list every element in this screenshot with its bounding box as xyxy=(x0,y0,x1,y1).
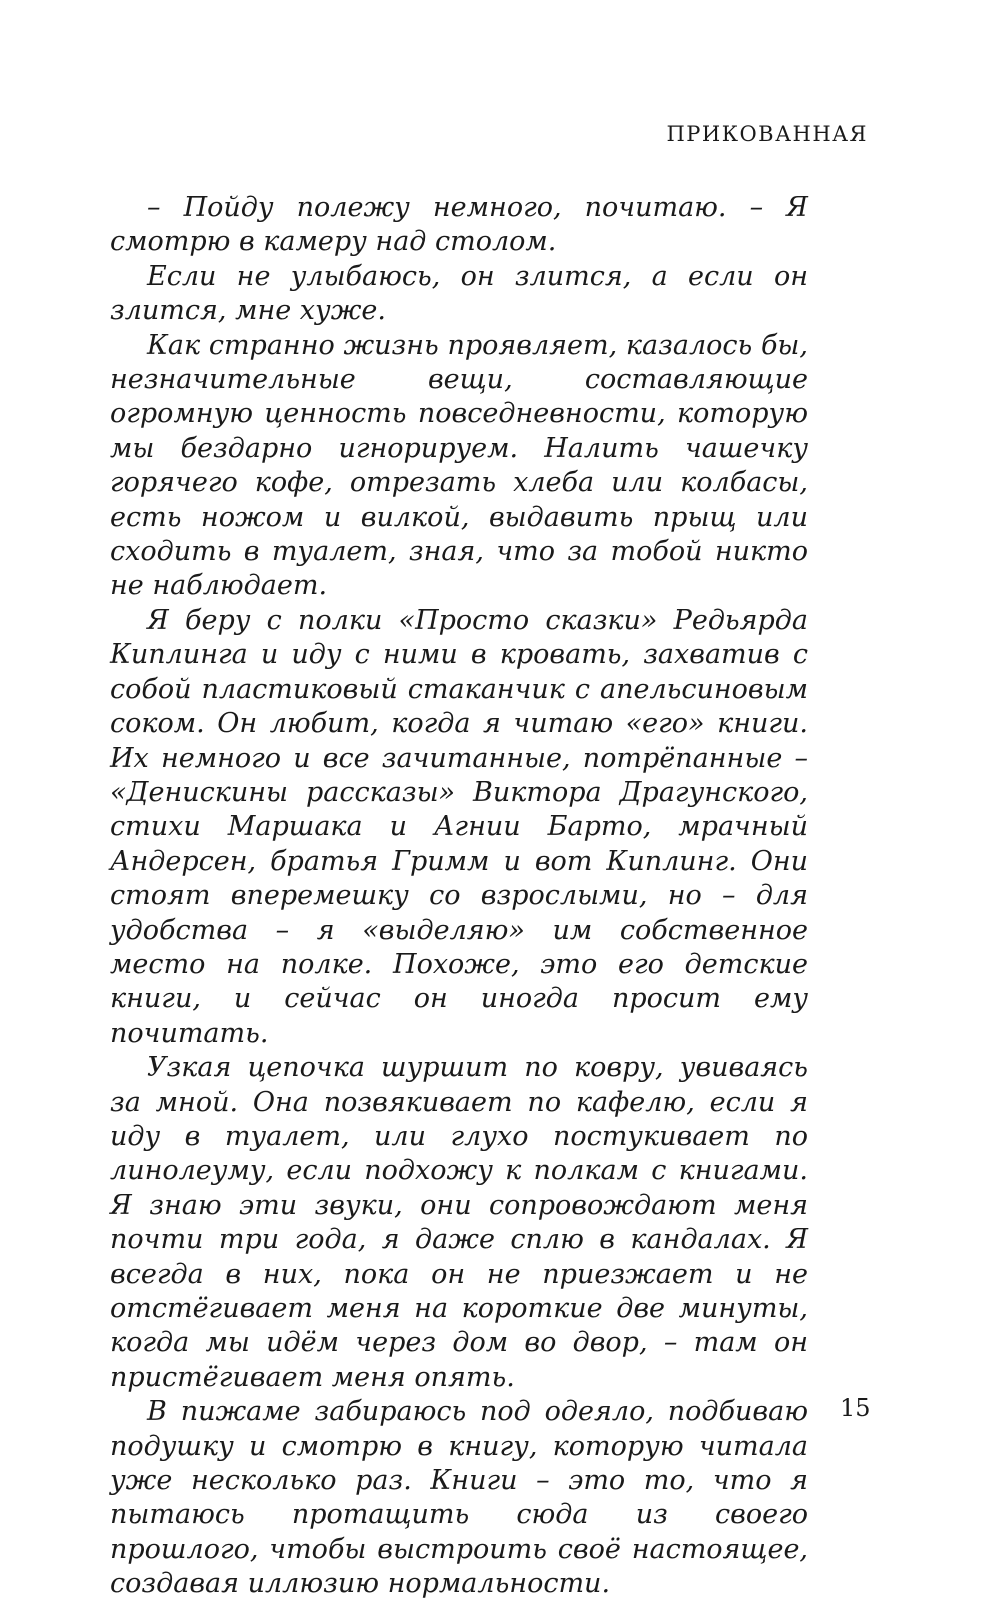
paragraph: Если не улыбаюсь, он злится, а если он злится, мне хуже. xyxy=(110,260,808,327)
page-number: 15 xyxy=(840,1394,871,1422)
paragraph: – Пойду полежу немного, почитаю. – Я смотрю в камеру над столом. xyxy=(110,192,808,258)
paragraph: Узкая цепочка шуршит по ковру, увиваясь за мной. Она позвякивает по кафелю, если я иду в туалет, или глухо постукивает по линолеуму, если подхожу к полкам с книгами. Я знаю эти звуки, они сопровождают меня почти три года, я даже сплю в кандалах. Я всегда в них, пока он не приезжает и не отстёгивает меня на короткие две минуты, когда мы идём через дом во двор, – там он пристёгивает меня опять. xyxy=(110,1052,808,1393)
paragraph: Как странно жизнь проявляет, казалось бы, незначительные вещи, составляющие огромную ценность повседневности, которую мы бездарно игнорируем. Налить чашечку горячего кофе, отрезать хлеба или колбасы, есть ножом и вилкой, выдавить прыщ или сходить в туалет, зная, что за тобой никто не наблюдает. xyxy=(110,329,808,602)
paragraph: Я беру с полки «Просто сказки» Редьярда Киплинга и иду с ними в кровать, захватив с собой пластиковый стаканчик с апельсиновым соком. Он любит, когда я читаю «его» книги. Их немного и все зачитанные, потрёпанные – «Денискины рассказы» Виктора Драгунского, стихи Маршака и Агнии Барто, мрачный Андерсен, братья Гримм и вот Киплинг. Они стоят вперемешку со взрослыми, но – для удобства – я «выделяю» им собственное место на полке. Похоже, это его детские книги, и сейчас он иногда просит ему почитать. xyxy=(110,604,808,1049)
running-header: ПРИКОВАННАЯ xyxy=(666,122,868,146)
paragraph: В пижаме забираюсь под одеяло, подбиваю подушку и смотрю в книгу, которую читала уже несколько раз. Книги – это то, что я пытаюсь протащить сюда из своего прошлого, чтобы выстроить своё настоящее, создавая иллюзию нормальности. xyxy=(110,1396,808,1600)
body-text xyxy=(110,191,808,1602)
